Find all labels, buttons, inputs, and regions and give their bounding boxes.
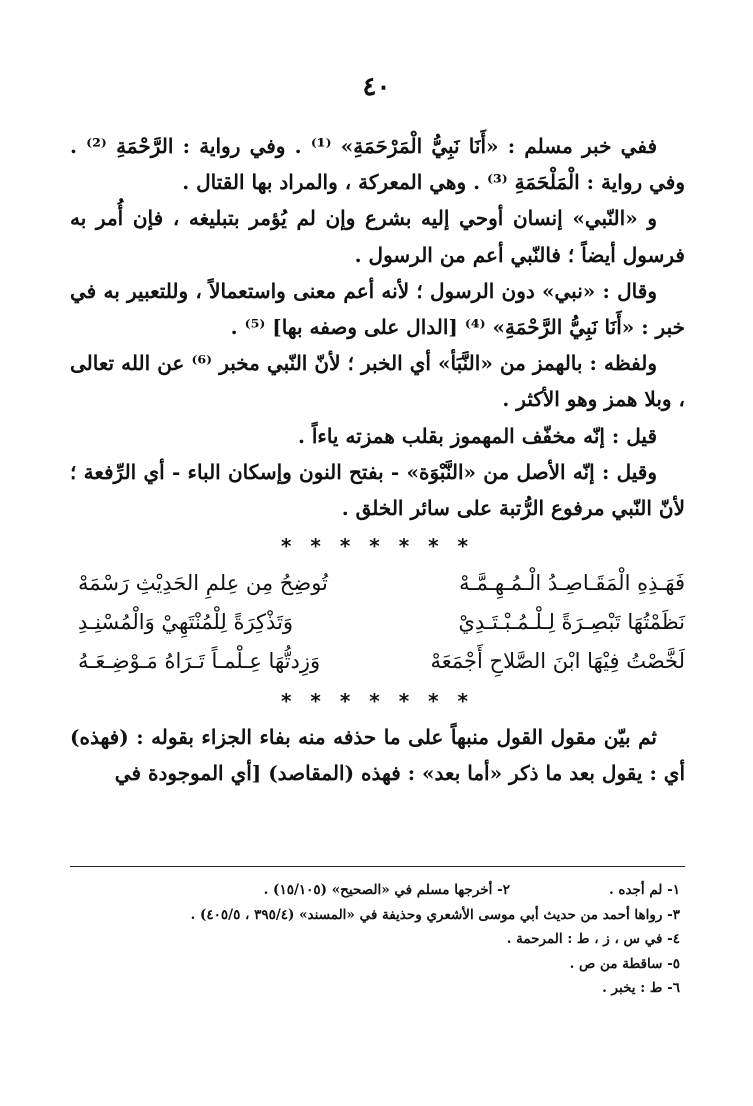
verse-first-hemistich: نَظَمْتُهَا تَبْصِـرَةً لِـلْـمُـبْـتَـدِيْ (458, 610, 685, 635)
footnote-row (70, 903, 680, 928)
verse-second-hemistich: وَزِدتُّهَا عِـلْمـاً تَـرَاهُ مَـوْضِـعَـهُ (78, 649, 321, 674)
footnote-row (70, 878, 680, 903)
footnote: ٢- أخرجها مسلم في «الصحيح» (١٥/١٠٥) . (263, 882, 510, 898)
verse-second-hemistich: وَتَذْكِرَةً لِلْمُنْتَهِيْ وَالْمُسْنِـدِ (78, 610, 294, 635)
page-number: ٤٠ (362, 72, 391, 102)
verse-first-hemistich: فَهَـذِهِ الْمَقَـاصِـدُ الْـمُـهِـمَّـهْ (459, 571, 685, 596)
section-separator-top: * * * * * * * (281, 534, 474, 559)
paragraph: ثم بيّن مقول القول منبهاً على ما حذفه منه بفاء الجزاء بقوله : (فهذه) أي : يقول بعد ما ذكر «أما بعد» : فهذه (المقاصد) [أي الموجودة في (70, 725, 685, 786)
footnote: ٤- في س ، ز ، ط : المرحمة . (506, 931, 680, 948)
verse-line (78, 603, 685, 642)
verse-second-hemistich: تُوضِحُ مِن عِلمِ الحَدِيْثِ رَسْمَهْ (78, 571, 328, 596)
paragraph: ولفظه : بالهمز من «النَّبَأ» أي الخبر ؛ لأنّ النّبي مخبر ⁽⁶⁾ عن الله تعالى ، وبلا همز وهو الأكثر . (70, 351, 685, 412)
verse-first-hemistich: لَخَّصْتُ فِيْهَا ابْنَ الصَّلاحِ أَجْمَعَهْ (430, 649, 685, 674)
main-text (70, 128, 685, 792)
footnote-row (70, 976, 680, 1001)
poem-verses (70, 564, 685, 681)
section-separator-bottom: * * * * * * * (281, 689, 474, 714)
verse-line (78, 642, 685, 681)
footnote: ١- لم أجده . (608, 882, 680, 898)
footnote-row (70, 927, 680, 952)
paragraph: وقيل : إنّه الأصل من «النَّبْوَة» - بفتح النون وإسكان الباء - أي الرِّفعة ؛ لأنّ النّبي مرفوع الرُّتبة على سائر الخلق . (70, 459, 685, 521)
footnote: ٥- ساقطة من ص . (569, 955, 680, 972)
paragraph: وقال : «نبي» دون الرسول ؛ لأنه أعم معنى واستعمالاً ، وللتعبير به في خبر : «أَنَا نَبِيُّ الرَّحْمَةِ» ⁽⁴⁾ [الدال على وصفه بها] ⁽⁵⁾ . (70, 278, 685, 340)
footnotes (70, 878, 680, 1001)
footnote-divider (70, 866, 685, 867)
footnote: ٣- رواها أحمد من حديث أبي موسى الأشعري وحذيفة في «المسند» (٣٩٥/٤ ، ٤٠٥/٥) . (190, 906, 680, 923)
paragraph: قيل : إنّه مخفّف المهموز بقلب همزته ياءاً . (297, 423, 657, 448)
footnote-row (70, 952, 680, 977)
paragraph: ففي خبر مسلم : «أَنَا نَبِيُّ الْمَرْحَمَةِ» ⁽¹⁾ . وفي رواية : الرَّحْمَةِ ⁽²⁾ . وفي رواية : الْمَلْحَمَةِ ⁽³⁾ . وهي المعركة ، والمراد بها القتال . (70, 134, 685, 195)
paragraph: و «النّبي» إنسان أوحي إليه بشرع وإن لم يُؤمر بتبليغه ، فإن أُمر به فرسول أيضاً ؛ فالنّبي أعم من الرسول . (70, 206, 685, 267)
verse-line (78, 564, 685, 603)
footnote: ٦- ط : يخبر . (602, 980, 680, 997)
